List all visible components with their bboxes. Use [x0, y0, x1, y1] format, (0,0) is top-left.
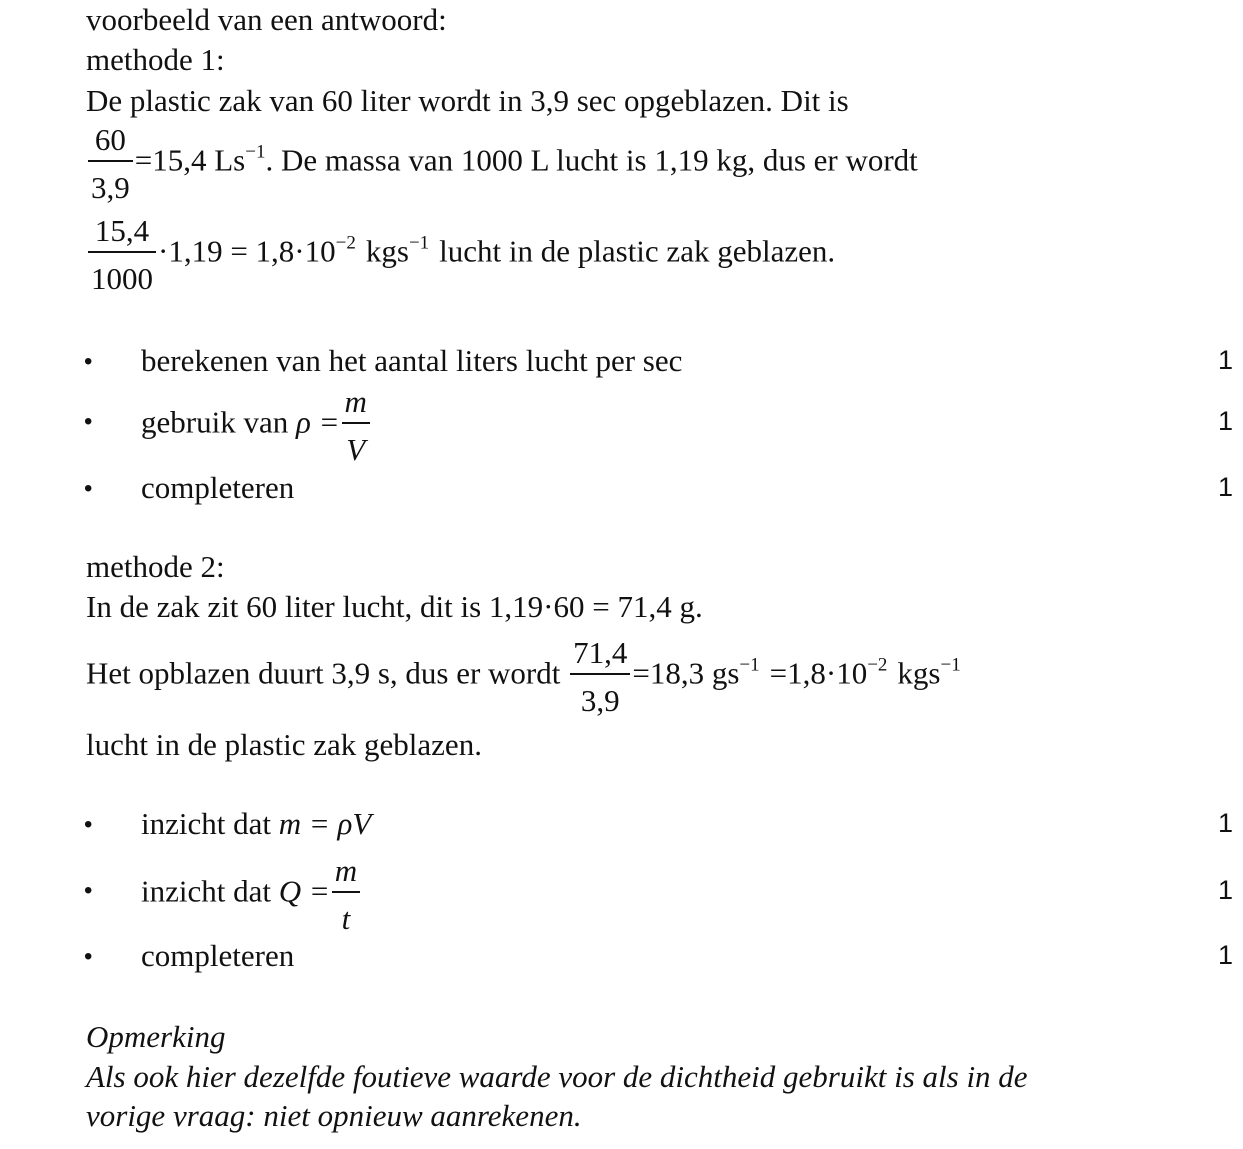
- bullet-icon: •: [84, 475, 93, 502]
- unit: kgs: [897, 655, 941, 691]
- fraction-denominator: 3,9: [91, 170, 130, 205]
- criterion-text: inzicht dat: [141, 806, 271, 841]
- criterion-text: completeren: [141, 470, 295, 505]
- score: 1: [1217, 875, 1233, 905]
- formula-lhs: Q =: [278, 873, 330, 909]
- method2-line1: [86, 591, 703, 622]
- equation-result: =15,4 Ls: [134, 142, 246, 178]
- criterion-text: berekenen van het aantal liters lucht per sec: [141, 343, 683, 378]
- fraction: [332, 855, 360, 934]
- equation-text: lucht in de plastic zak geblazen.: [439, 233, 836, 269]
- criterion-text: completeren: [141, 938, 295, 973]
- criterion-formula-line: [141, 386, 372, 465]
- method1-heading: methode 1:: [86, 42, 225, 77]
- bullet-icon: •: [84, 943, 93, 970]
- method1-equation-1: [86, 124, 918, 203]
- exponent: −1: [739, 654, 760, 676]
- fraction-numerator: 71,4: [570, 637, 630, 675]
- equation-text: . De massa van 1000 L lucht is 1,19 kg, dus er wordt: [265, 142, 918, 178]
- criterion-text: inzicht dat: [141, 873, 271, 909]
- fraction-numerator: 60: [88, 124, 133, 162]
- fraction-numerator: m: [342, 386, 370, 424]
- score: 1: [1217, 472, 1233, 502]
- score: 1: [1217, 940, 1233, 970]
- formula-lhs: ρ =: [295, 404, 340, 440]
- method2-equation: [86, 637, 961, 716]
- exponent: −2: [335, 232, 356, 254]
- score: 1: [1217, 345, 1233, 375]
- remark-line2: vorige vraag: niet opnieuw aanrekenen.: [86, 1098, 582, 1133]
- fraction-denominator: 3,9: [580, 683, 620, 718]
- fraction-numerator: 15,4: [88, 215, 156, 253]
- method2-line3: lucht in de plastic zak geblazen.: [86, 727, 482, 762]
- formula: m = ρV: [278, 806, 372, 841]
- fraction-denominator: 1000: [91, 261, 153, 296]
- unit: kgs: [365, 233, 409, 269]
- exponent: −1: [408, 232, 430, 254]
- fraction-numerator: m: [332, 855, 360, 893]
- remark-line1: Als ook hier dezelfde foutieve waarde voor de dichtheid gebruikt is als in de: [86, 1059, 1028, 1094]
- score: 1: [1217, 406, 1233, 436]
- method2-line1-formula: 1,19·60 = 71,4 g.: [488, 589, 703, 624]
- score: 1: [1217, 808, 1233, 838]
- criterion-formula-line: [141, 855, 362, 934]
- fraction: [88, 215, 156, 294]
- method1-equation-2: [86, 215, 835, 294]
- remark-heading: Opmerking: [86, 1019, 226, 1054]
- equation-text: Het opblazen duurt 3,9 s, dus er wordt: [86, 655, 561, 691]
- intro-text: voorbeeld van een antwoord:: [86, 2, 447, 37]
- equation-result: =1,8·10: [769, 655, 868, 691]
- fraction: [342, 386, 370, 465]
- exponent: −1: [245, 141, 266, 163]
- criterion-text: gebruik van: [141, 404, 289, 440]
- bullet-icon: •: [84, 877, 93, 904]
- criterion-formula-line: [141, 808, 371, 839]
- method1-line1: De plastic zak van 60 liter wordt in 3,9 sec opgeblazen. Dit is: [86, 83, 849, 118]
- equation-result: =18,3 gs: [632, 655, 740, 691]
- exponent: −2: [867, 654, 888, 676]
- bullet-icon: •: [84, 348, 93, 375]
- fraction: [88, 124, 133, 203]
- bullet-icon: •: [84, 811, 93, 838]
- fraction-denominator: V: [346, 432, 366, 467]
- bullet-icon: •: [84, 408, 93, 435]
- fraction: [570, 637, 630, 716]
- method2-heading: methode 2:: [86, 549, 225, 584]
- fraction-denominator: t: [341, 901, 351, 936]
- method2-line1-text: In de zak zit 60 liter lucht, dit is: [86, 589, 482, 624]
- exponent: −1: [940, 654, 961, 676]
- equation-result: ·1,19 = 1,8·10: [158, 233, 336, 269]
